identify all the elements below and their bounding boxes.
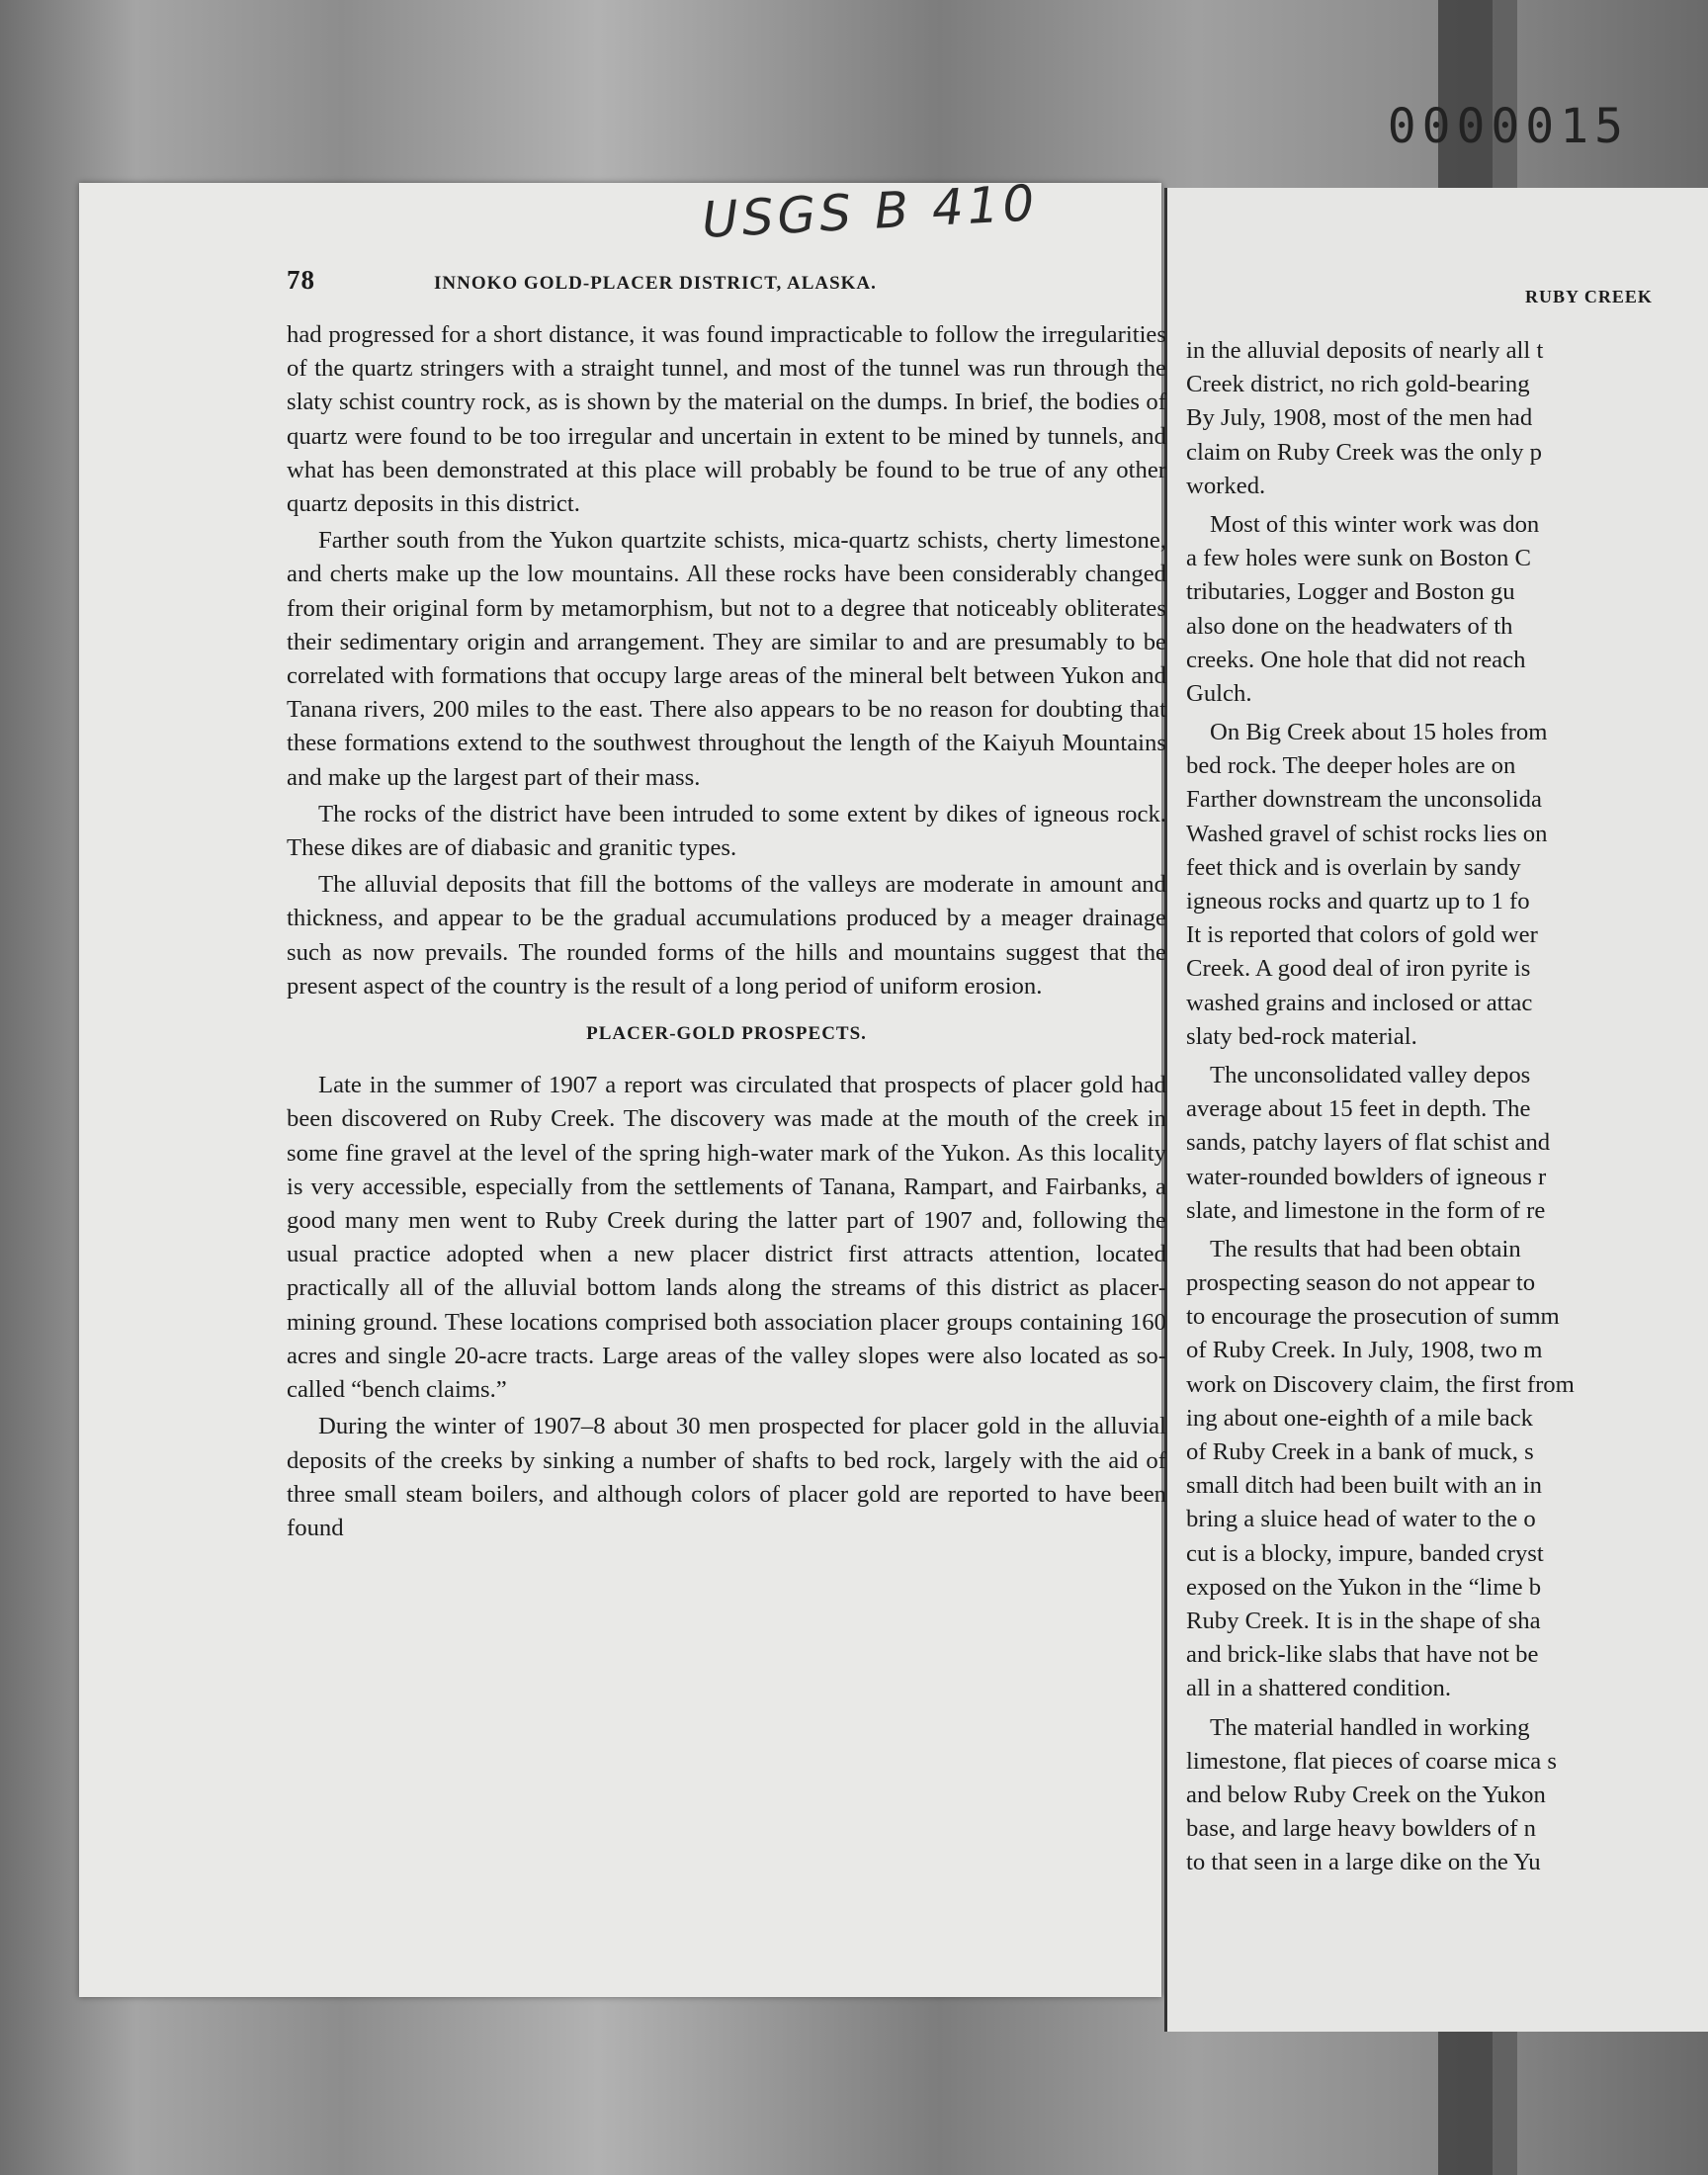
- text-line: The material handled in working: [1210, 1713, 1530, 1741]
- text-line: exposed on the Yukon in the “lime b: [1186, 1573, 1542, 1601]
- paragraph: Farther south from the Yukon quartzite schists, mica-quartz schists, cherty limestone, and cherts make up the low mountains. All these rocks have been considerably changed from their original form by metamorphism, but not to a degree that noticeably obliterates their sedimentary origin and arrangement. They are similar to and are presumably to be correlated with formations that occupy large areas of the mineral belt between Yukon and Tanana rivers, 200 miles to the east. There also appears to be no reason for doubting that these formations extend to the southwest throughout the length of the Kaiyuh Mountains and make up the largest part of their mass.: [287, 527, 1166, 791]
- scan-stamp-number: 0000015: [1387, 99, 1629, 154]
- text-line: The unconsolidated valley depos: [1210, 1061, 1531, 1088]
- text-line: By July, 1908, most of the men had: [1186, 404, 1533, 432]
- right-text-column: [1186, 334, 1678, 1879]
- text-line: Gulch.: [1186, 679, 1252, 707]
- text-line: washed grains and inclosed or attac: [1186, 989, 1533, 1016]
- text-line: of Ruby Creek in a bank of muck, s: [1186, 1438, 1534, 1465]
- text-line: claim on Ruby Creek was the only p: [1186, 438, 1542, 466]
- text-line: cut is a blocky, impure, banded cryst: [1186, 1539, 1544, 1567]
- text-line: Most of this winter work was don: [1210, 510, 1540, 538]
- text-line: base, and large heavy bowlders of n: [1186, 1815, 1536, 1843]
- text-line: and brick-like slabs that have not be: [1186, 1641, 1539, 1669]
- paragraph: The alluvial deposits that fill the bottoms of the valleys are moderate in amount and thickness, and appear to be the gradual accumulations produced by a meager drainage such as now prevails. The rounded forms of the hills and mountains suggest that the present aspect of the country is the result of a long period of uniform erosion.: [287, 871, 1166, 1000]
- text-line: to that seen in a large dike on the Yu: [1186, 1849, 1541, 1876]
- text-line: to encourage the prosecution of summ: [1186, 1303, 1560, 1331]
- section-heading: PLACER-GOLD PROSPECTS.: [586, 1023, 867, 1045]
- paragraph: The rocks of the district have been intruded to some extent by dikes of igneous rock. These dikes are of diabasic and granitic types.: [287, 800, 1166, 862]
- text-line: worked.: [1186, 472, 1266, 499]
- right-page-clip: [1164, 188, 1678, 2032]
- text-line: average about 15 feet in depth. The: [1186, 1095, 1531, 1123]
- text-line: The results that had been obtain: [1210, 1235, 1521, 1262]
- text-line: bed rock. The deeper holes are on: [1186, 752, 1516, 780]
- text-line: igneous rocks and quartz up to 1 fo: [1186, 888, 1530, 914]
- text-line: of Ruby Creek. In July, 1908, two m: [1186, 1337, 1543, 1364]
- text-line: limestone, flat pieces of coarse mica s: [1186, 1747, 1557, 1775]
- handwritten-note: USGS B 410: [700, 174, 1040, 249]
- text-line: bring a sluice head of water to the o: [1186, 1506, 1536, 1533]
- left-text-column: [287, 318, 1166, 1545]
- running-head-title: INNOKO GOLD-PLACER DISTRICT, ALASKA.: [434, 273, 877, 294]
- paragraph: During the winter of 1907–8 about 30 men prospected for placer gold in the alluvial deposits of the creeks by sinking a number of shafts to bed rock, largely with the aid of three small steam boilers, and although colors of placer gold are reported to have been found: [287, 1413, 1166, 1541]
- text-line: slaty bed-rock material.: [1186, 1022, 1417, 1050]
- text-line: On Big Creek about 15 holes from: [1210, 719, 1548, 746]
- text-line: prospecting season do not appear to: [1186, 1269, 1536, 1297]
- text-line: sands, patchy layers of flat schist and: [1186, 1129, 1551, 1157]
- text-line: all in a shattered condition.: [1186, 1675, 1452, 1702]
- text-line: feet thick and is overlain by sandy: [1186, 853, 1521, 881]
- text-line: Washed gravel of schist rocks lies on: [1186, 820, 1548, 847]
- page-number: 78: [287, 265, 315, 295]
- text-line: small ditch had been built with an in: [1186, 1472, 1542, 1500]
- text-line: also done on the headwaters of th: [1186, 612, 1513, 640]
- paragraph: had progressed for a short distance, it was found impracticable to follow the irregularities of the quartz stringers with a straight tunnel, and most of the tunnel was run through the slaty schist country rock, as is shown by the material on the dumps. In brief, the bodies of quartz were found to be too irregular and uncertain in extent to be mined by tunnels, and what has been demonstrated at this place will probably be found to be true of any other quartz deposits in this district.: [287, 321, 1166, 518]
- text-line: Creek district, no rich gold-bearing: [1186, 371, 1530, 398]
- text-line: Ruby Creek. It is in the shape of sha: [1186, 1607, 1541, 1634]
- text-line: in the alluvial deposits of nearly all t: [1186, 337, 1544, 364]
- text-line: tributaries, Logger and Boston gu: [1186, 578, 1515, 606]
- text-line: creeks. One hole that did not reach: [1186, 646, 1526, 673]
- text-line: ing about one-eighth of a mile back: [1186, 1404, 1534, 1432]
- text-line: Farther downstream the unconsolida: [1186, 786, 1542, 814]
- left-running-head: [287, 265, 1038, 296]
- text-line: It is reported that colors of gold wer: [1186, 921, 1538, 949]
- paragraph: Late in the summer of 1907 a report was circulated that prospects of placer gold had been discovered on Ruby Creek. The discovery was made at the mouth of the creek in some fine gravel at the level of the spring high-water mark of the Yukon. As this locality is very accessible, especially from the settlements of Tanana, Rampart, and Fairbanks, a good many men went to Ruby Creek during the latter part of 1907 and, following the usual practice adopted when a new placer district first attracts attention, located practically all of the alluvial bottom lands along the streams of this district as placer-mining ground. These locations comprised both association placer groups containing 160 acres and single 20-acre tracts. Large areas of the valley slopes were also located as so-called “bench claims.”: [287, 1072, 1166, 1404]
- text-line: and below Ruby Creek on the Yukon: [1186, 1781, 1546, 1808]
- text-line: slate, and limestone in the form of re: [1186, 1196, 1546, 1224]
- text-line: water-rounded bowlders of igneous r: [1186, 1163, 1547, 1190]
- text-line: work on Discovery claim, the first from: [1186, 1370, 1575, 1398]
- text-line: a few holes were sunk on Boston C: [1186, 545, 1532, 572]
- right-running-head: RUBY CREEK: [1525, 287, 1653, 306]
- text-line: Creek. A good deal of iron pyrite is: [1186, 955, 1531, 983]
